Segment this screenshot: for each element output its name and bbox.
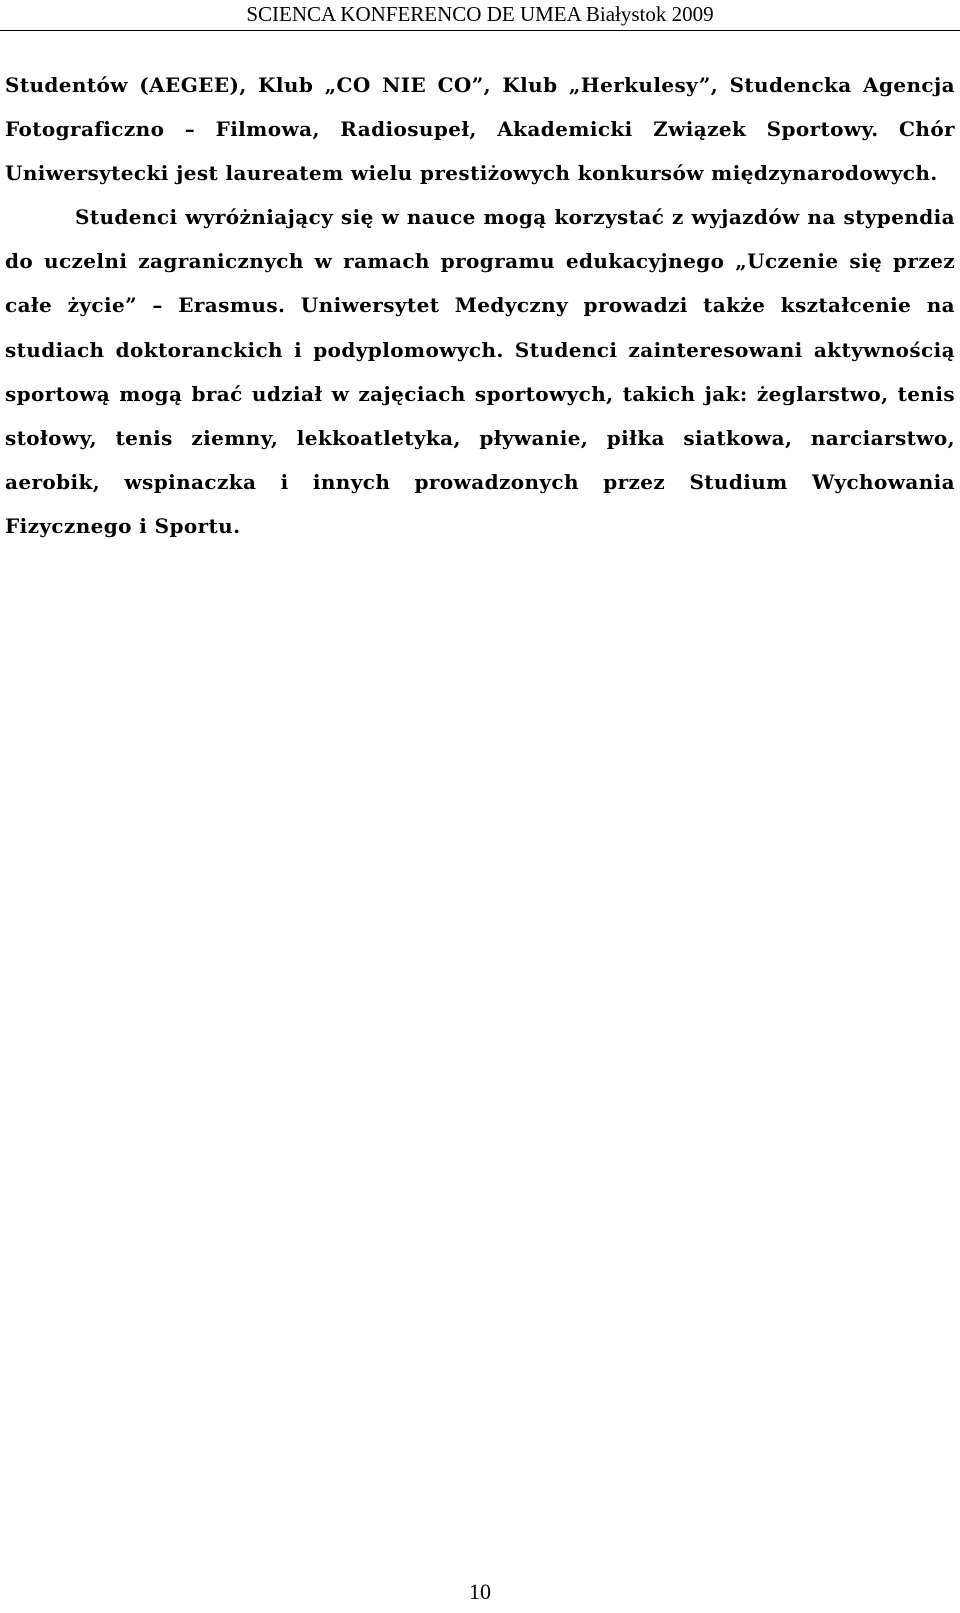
paragraph-continuation: Studentów (AEGEE), Klub „CO NIE CO”, Klub „Herkulesy”, Studencka Agencja Fotograficzno – Filmowa, Radiosupeł, Akademicki Związek Sportowy. Chór Uniwersytecki jest laureatem wielu prestiżowych konkursów międzynarodowych. [5, 73, 955, 186]
paragraph-students: Studenci wyróżniający się w nauce mogą korzystać z wyjazdów na stypendia do uczelni zagranicznych w ramach programu edukacyjnego „Uczenie się przez całe życie” – Erasmus. Uniwersytet Medyczny prowadzi także kształcenie na studiach doktoranckich i podyplomowych. Studenci zainteresowani aktywnością sportową mogą brać udział w zajęciach sportowych, takich jak: żeglarstwo, tenis stołowy, tenis ziemny, lekkoatletyka, pływanie, piłka siatkowa, narciarstwo, aerobik, wspinaczka i innych prowadzonych przez Studium Wychowania Fizycznego i Sportu. [5, 205, 955, 538]
header-divider [0, 30, 960, 31]
document-body [5, 63, 955, 548]
page-number: 10 [469, 1579, 491, 1604]
running-header: SCIENCA KONFERENCO DE UMEA Białystok 2009 [246, 2, 714, 26]
